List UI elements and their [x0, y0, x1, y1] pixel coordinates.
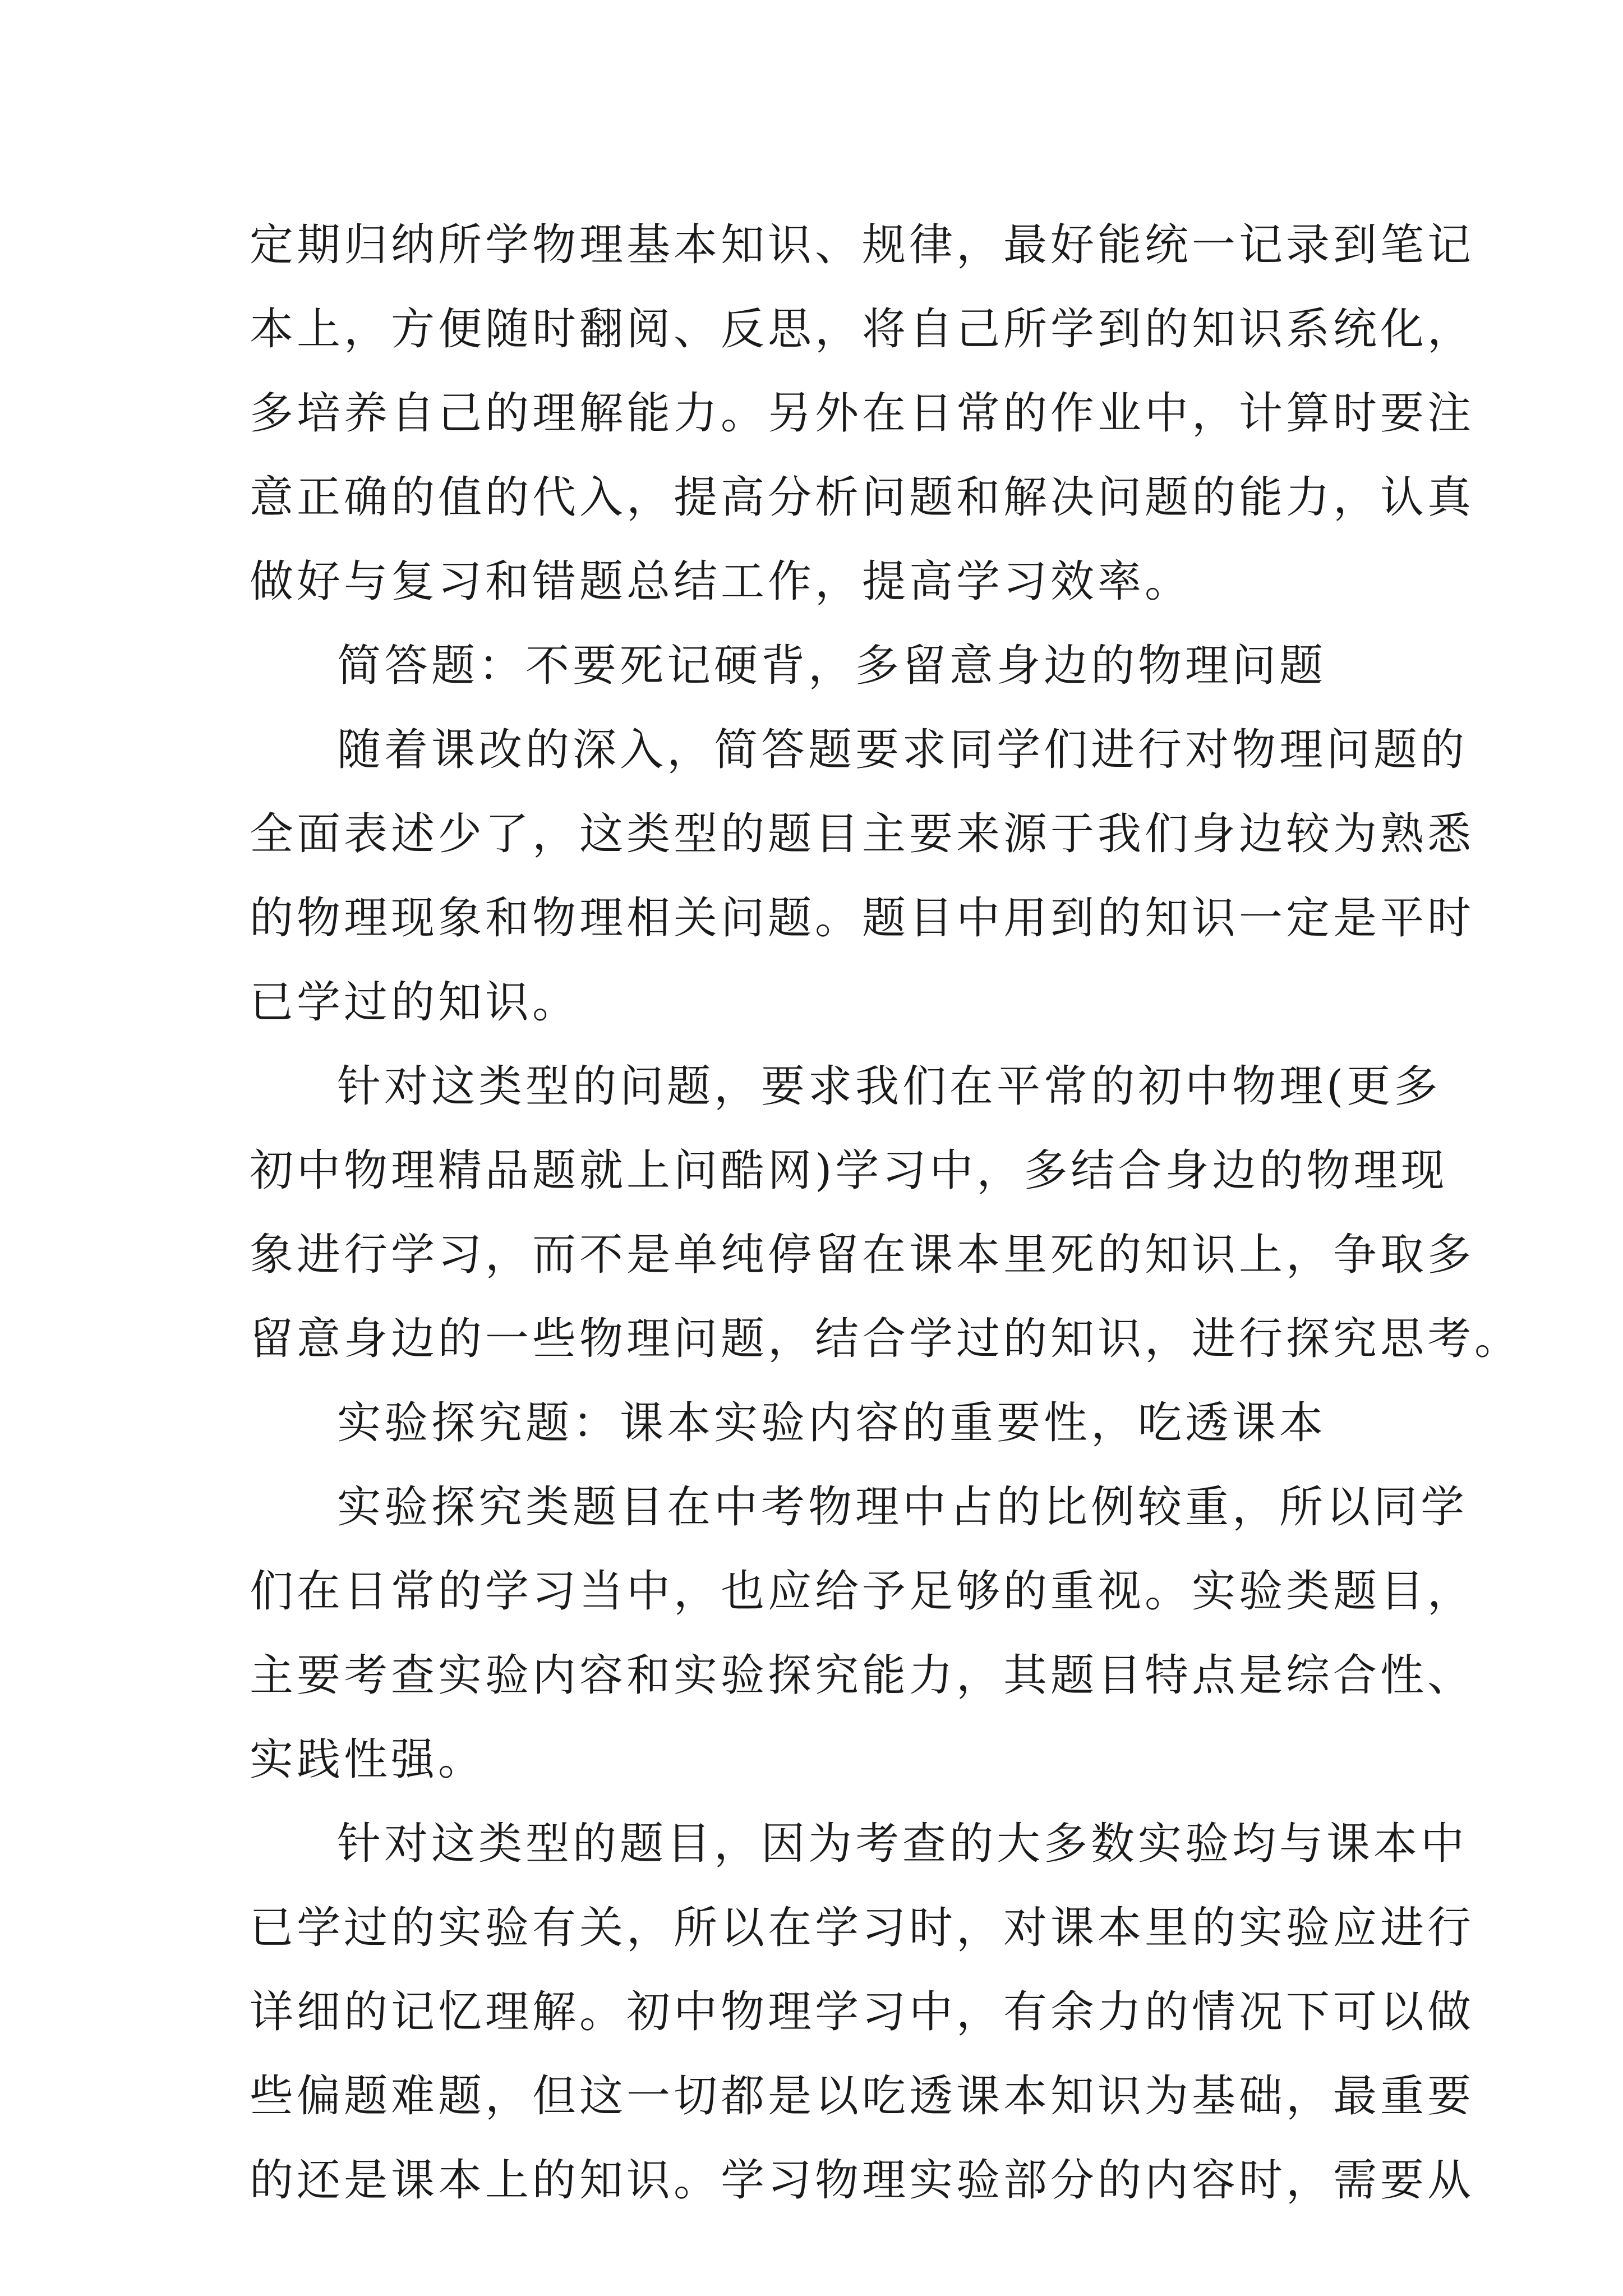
text-line: 实践性强。 [250, 1734, 486, 1785]
text-line: 详细的记忆理解。初中物理学习中，有余力的情况下可以做 [250, 1987, 1475, 2037]
text-line: 实验探究类题目在中考物理中占的比例较重，所以同学 [337, 1482, 1468, 1533]
text-line: 主要考查实验内容和实验探究能力，其题目特点是综合性、 [250, 1650, 1475, 1701]
text-line: 些偏题难题，但这一切都是以吃透课本知识为基础，最重要 [250, 2071, 1475, 2122]
text-line: 多培养自己的理解能力。另外在日常的作业中，计算时要注 [250, 388, 1475, 439]
text-line: 全面表述少了，这类型的题目主要来源于我们身边较为熟悉 [250, 809, 1475, 859]
text-line: 留意身边的一些物理问题，结合学过的知识，进行探究思考。 [250, 1314, 1522, 1364]
section-heading: 简答题：不要死记硬背，多留意身边的物理问题 [337, 641, 1327, 691]
text-line: 做好与复习和错题总结工作，提高学习效率。 [250, 556, 1192, 607]
text-line: 已学过的知识。 [250, 977, 580, 1028]
text-line: 的物理现象和物理相关问题。题目中用到的知识一定是平时 [250, 893, 1475, 944]
text-line: 针对这类型的题目，因为考查的大多数实验均与课本中 [337, 1819, 1468, 1869]
text-line: 象进行学习，而不是单纯停留在课本里死的知识上，争取多 [250, 1230, 1475, 1280]
document-body [250, 203, 1522, 2223]
section-heading: 实验探究题：课本实验内容的重要性，吃透课本 [337, 1398, 1327, 1448]
text-line: 的还是课本上的知识。学习物理实验部分的内容时，需要从 [250, 2155, 1475, 2206]
text-line: 随着课改的深入，简答题要求同学们进行对物理问题的 [337, 725, 1468, 775]
text-line: 定期归纳所学物理基本知识、规律，最好能统一记录到笔记 [250, 220, 1475, 270]
text-line: 意正确的值的代入，提高分析问题和解决问题的能力，认真 [250, 472, 1475, 523]
text-line: 已学过的实验有关，所以在学习时，对课本里的实验应进行 [250, 1903, 1475, 1953]
text-line: 们在日常的学习当中，也应给予足够的重视。实验类题目， [250, 1566, 1475, 1617]
text-line: 本上，方便随时翻阅、反思，将自己所学到的知识系统化， [250, 304, 1475, 355]
text-line: 针对这类型的问题，要求我们在平常的初中物理(更多 [337, 1061, 1441, 1112]
text-line: 初中物理精品题就上问酷网)学习中，多结合身边的物理现 [250, 1145, 1448, 1196]
